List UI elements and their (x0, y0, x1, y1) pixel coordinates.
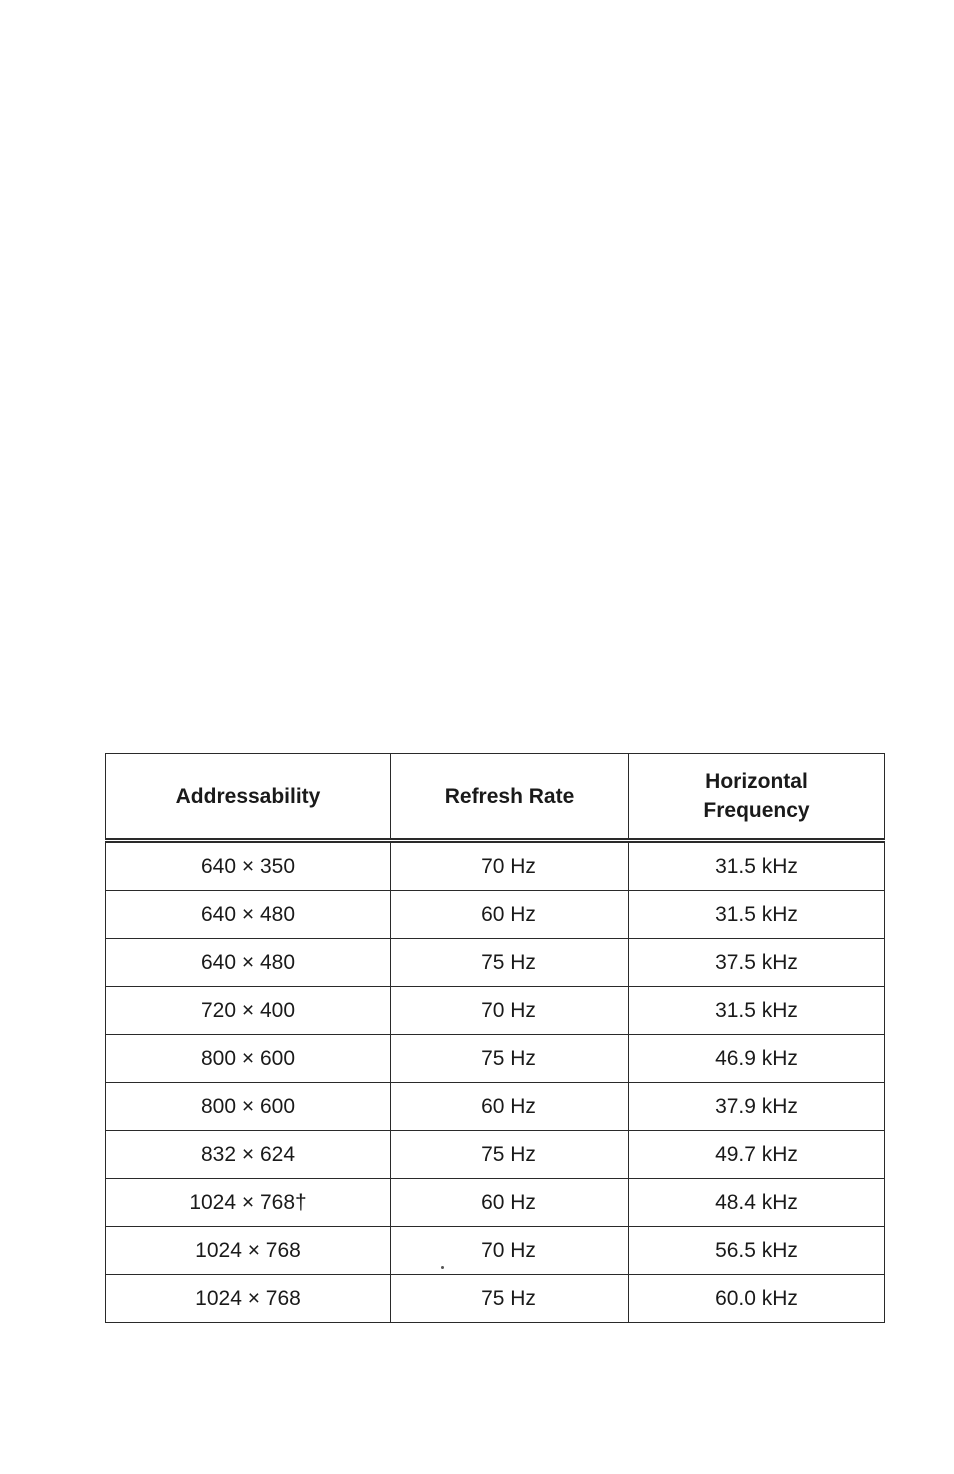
cell-horizontal-frequency: 49.7 kHz (629, 1131, 885, 1179)
cell-horizontal-frequency: 46.9 kHz (629, 1035, 885, 1083)
cell-horizontal-frequency: 31.5 kHz (629, 891, 885, 939)
table-row (106, 1275, 885, 1323)
cell-horizontal-frequency: 37.9 kHz (629, 1083, 885, 1131)
cell-addressability: 1024 × 768† (106, 1179, 391, 1227)
cell-refresh-rate: 75 Hz (391, 939, 629, 987)
cell-refresh-rate: 75 Hz (391, 1035, 629, 1083)
cell-horizontal-frequency: 37.5 kHz (629, 939, 885, 987)
table-row (106, 1179, 885, 1227)
cell-addressability: 800 × 600 (106, 1035, 391, 1083)
table-row (106, 841, 885, 891)
cell-horizontal-frequency: 31.5 kHz (629, 987, 885, 1035)
table-header-row (106, 754, 885, 841)
table-row (106, 1083, 885, 1131)
cell-refresh-rate: 75 Hz (391, 1275, 629, 1323)
cell-addressability: 720 × 400 (106, 987, 391, 1035)
header-horizontal-frequency-line1: Horizontal (705, 770, 808, 793)
table-row (106, 1131, 885, 1179)
table-row (106, 1227, 885, 1275)
cell-addressability: 640 × 480 (106, 891, 391, 939)
display-modes-table (105, 753, 885, 1323)
table-row (106, 987, 885, 1035)
cell-refresh-rate: 75 Hz (391, 1131, 629, 1179)
cell-refresh-rate: 60 Hz (391, 1179, 629, 1227)
cell-addressability: 640 × 480 (106, 939, 391, 987)
cell-addressability: 1024 × 768 (106, 1227, 391, 1275)
table-row (106, 1035, 885, 1083)
table-row (106, 939, 885, 987)
cell-refresh-rate: 70 Hz (391, 841, 629, 891)
cell-addressability: 640 × 350 (106, 841, 391, 891)
cell-horizontal-frequency: 60.0 kHz (629, 1275, 885, 1323)
cell-horizontal-frequency: 56.5 kHz (629, 1227, 885, 1275)
cell-addressability: 832 × 624 (106, 1131, 391, 1179)
table-row (106, 891, 885, 939)
cell-refresh-rate: 70 Hz (391, 987, 629, 1035)
cell-horizontal-frequency: 48.4 kHz (629, 1179, 885, 1227)
header-refresh-rate: Refresh Rate (391, 754, 629, 841)
header-addressability: Addressability (106, 754, 391, 841)
cell-refresh-rate: 70 Hz (391, 1227, 629, 1275)
cell-addressability: 1024 × 768 (106, 1275, 391, 1323)
cell-refresh-rate: 60 Hz (391, 1083, 629, 1131)
cell-addressability: 800 × 600 (106, 1083, 391, 1131)
header-horizontal-frequency (629, 754, 885, 841)
scan-speck (441, 1266, 444, 1269)
cell-refresh-rate: 60 Hz (391, 891, 629, 939)
cell-horizontal-frequency: 31.5 kHz (629, 841, 885, 891)
header-horizontal-frequency-line2: Frequency (703, 799, 810, 822)
